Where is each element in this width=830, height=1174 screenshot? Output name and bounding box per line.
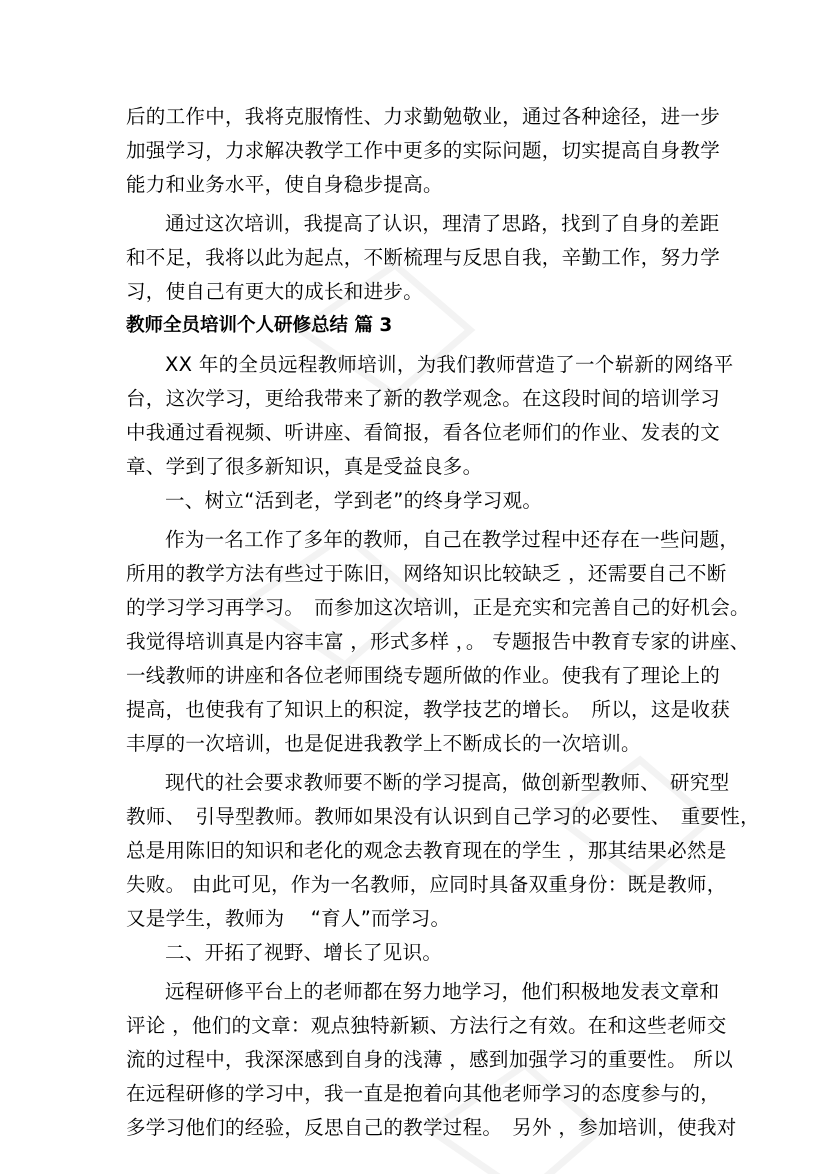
document-body xyxy=(126,100,760,1145)
section-heading: 教师全员培训个人研修总结 篇 3 xyxy=(126,315,393,336)
text-line: 后的工作中，我将克服惰性、力求勤勉敬业，通过各种途径，进一步 xyxy=(126,105,721,128)
text-line: 章、学到了很多新知识，真是受益良多。 xyxy=(126,455,483,478)
text-line: 多学习他们的经验，反思自己的教学过程。 另外 ，参加培训，使我对 xyxy=(126,1116,737,1139)
text-line: 丰厚的一次培训，也是促进我教学上不断成长的一次培训。 xyxy=(126,732,641,755)
text-line: 所用的教学方法有些过于陈旧，网络知识比较缺乏 ，还需要自己不断 xyxy=(126,562,727,585)
text-line: 现代的社会要求教师要不断的学习提高，做创新型教师、 研究型 xyxy=(165,771,730,794)
subheading-1: 一、树立“活到老，学到老”的终身学习观。 xyxy=(165,489,543,512)
text-line: 失败。 由此可见，作为一名教师，应同时具备双重身份：既是教师， xyxy=(126,873,727,896)
text-line: 习，使自己有更大的成长和进步。 xyxy=(126,280,424,303)
text-line: 在远程研修的学习中，我一直是抱着向其他老师学习的态度参与的， xyxy=(126,1082,721,1105)
subheading-2: 二、开拓了视野、增长了见识。 xyxy=(165,941,443,964)
text-line: 和不足，我将以此为起点，不断梳理与反思自我，辛勤工作，努力学 xyxy=(126,246,721,269)
text-line: 通过这次培训，我提高了认识，理清了思路，找到了自身的差距 xyxy=(165,212,720,235)
text-line: 总是用陈旧的知识和老化的观念去教育现在的学生 ，那其结果必然是 xyxy=(126,839,727,862)
text-line: 教师、 引导型教师。教师如果没有认识到自己学习的必要性、 重要性， xyxy=(126,805,760,828)
paragraph-1 xyxy=(126,100,721,202)
text-line: 的学习学习再学习。 而参加这次培训，正是充实和完善自己的好机会。 xyxy=(126,596,750,619)
paragraph-5 xyxy=(126,766,760,936)
text-line: 又是学生，教师为 “育人”而学习。 xyxy=(126,907,451,930)
text-line: 远程研修平台上的老师都在努力地学习，他们积极地发表文章和 xyxy=(165,980,720,1003)
paragraph-2 xyxy=(126,207,721,309)
text-line: 一线教师的讲座和各位老师围绕专题所做的作业。使我有了理论上的 xyxy=(126,664,721,687)
text-line: 我觉得培训真是内容丰富 ，形式多样 ，。 专题报告中教育专家的讲座、 xyxy=(126,630,750,653)
text-line: 加强学习，力求解决教学工作中更多的实际问题，切实提高自身教学 xyxy=(126,139,721,162)
text-line: XX 年的全员远程教师培训，为我们教师营造了一个崭新的网络平 xyxy=(165,353,734,376)
paragraph-3 xyxy=(126,348,734,484)
text-line: 流的过程中，我深深感到自身的浅薄 ，感到加强学习的重要性。 所以 xyxy=(126,1048,733,1071)
text-line: 中我通过看视频、听讲座、看简报，看各位老师们的作业、发表的文 xyxy=(126,421,721,444)
text-line: 作为一名工作了多年的教师，自己在教学过程中还存在一些问题， xyxy=(165,528,740,551)
paragraph-4 xyxy=(126,523,750,761)
paragraph-6 xyxy=(126,975,737,1145)
text-line: 评论 ，他们的文章：观点独特新颖、方法行之有效。在和这些老师交 xyxy=(126,1014,727,1037)
text-line: 提高，也使我有了知识上的积淀，教学技艺的增长。 所以，这是收获 xyxy=(126,698,731,721)
text-line: 台，这次学习，更给我带来了新的教学观念。在这段时间的培训学习 xyxy=(126,387,721,410)
text-line: 能力和业务水平，使自身稳步提高。 xyxy=(126,173,443,196)
